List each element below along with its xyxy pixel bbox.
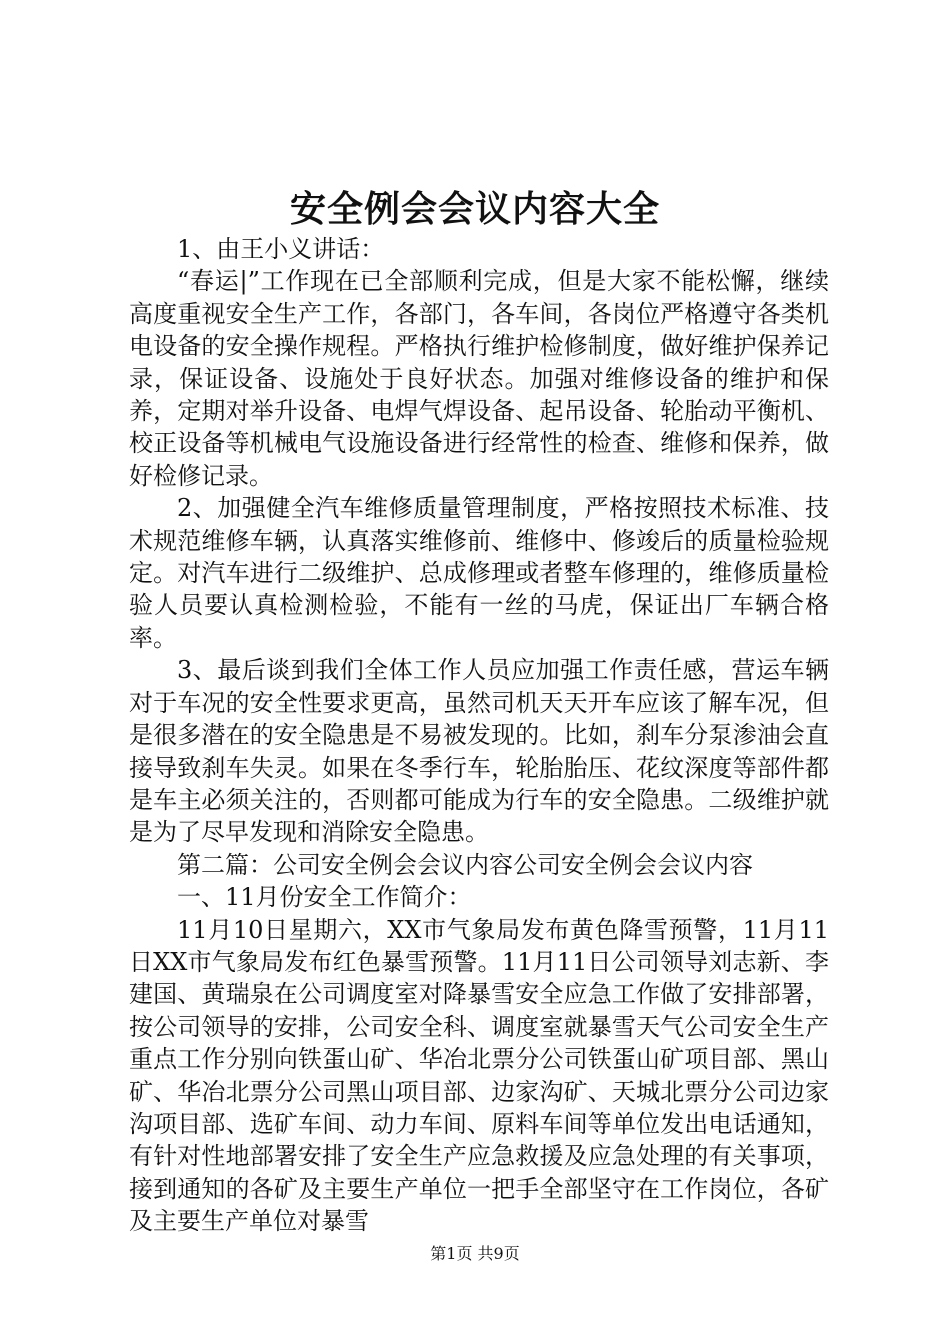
paragraph-snowstorm-warning: 11月10日星期六，XX市气象局发布黄色降雪预警，11月11日XX市气象局发布红色暴雪预警。11月11日公司领导刘志新、李建国、黄瑞泉在公司调度室对降暴雪安全应急工作做了安排部署，按公司领导的安排，公司安全科、调度室就暴雪天气公司安全生产重点工作分别向铁蛋山矿、华冶北票分公司铁蛋山矿项目部、黑山矿、华冶北票分公司黑山项目部、边家沟矿、天城北票分公司边家沟项目部、选矿车间、动力车间、原料车间等单位发出电话通知，有针对性地部署安排了安全生产应急救援及应急处理的有关事项，接到通知的各矿及主要生产单位一把手全部坚守在工作岗位，各矿及主要生产单位对暴雪 [129,915,829,1236]
document-title: 安全例会会议内容大全 [289,188,660,230]
paragraph-spring-transport: “春运|”工作现在已全部顺利完成，但是大家不能松懈，继续高度重视安全生产工作，各部门，各车间，各岗位严格遵守各类机电设备的安全操作规程。严格执行维护检修制度，做好维护保养记录，保证设备、设施处于良好状态。加强对维修设备的维护和保养，定期对举升设备、电焊气焊设备、起吊设备、轮胎动平衡机、校正设备等机械电气设施设备进行经常性的检查、维修和保养，做好检修记录。 [129,267,829,490]
paragraph-speaker-intro: 1、由王小义讲话： [177,235,385,263]
paragraph-second-article-heading: 第二篇：公司安全例会会议内容公司安全例会会议内容 [177,850,753,879]
paragraph-responsibility: 3、最后谈到我们全体工作人员应加强工作责任感，营运车辆对于车况的安全性要求更高，虽然司机天天开车应该了解车况，但是很多潜在的安全隐患是不易被发现的。比如，刹车分泵渗油会直接导致刹车失灵。如果在冬季行车，轮胎胎压、花纹深度等部件都是车主必须关注的，否则都可能成为行车的安全隐患。二级维护就是为了尽早发现和消除安全隐患。 [129,656,829,847]
page-footer: 第1页 共9页 [430,1244,520,1263]
paragraph-quality-management: 2、加强健全汽车维修质量管理制度，严格按照技术标准、技术规范维修车辆，认真落实维修前、维修中、修竣后的质量检验规定。对汽车进行二级维护、总成修理或者整车修理的，维修质量检验人员要认真检测检验，不能有一丝的马虎，保证出厂车辆合格率。 [129,494,829,652]
paragraph-november-summary-heading: 一、11月份安全工作简介： [177,883,472,912]
document-body [129,233,829,1238]
